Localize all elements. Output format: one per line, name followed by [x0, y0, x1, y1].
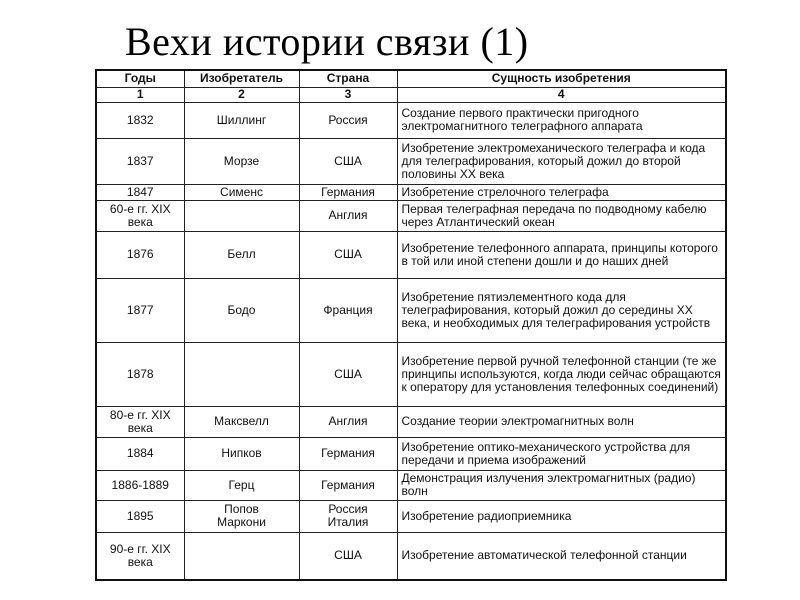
year-cell	[96, 231, 184, 278]
header-row	[96, 70, 726, 87]
table-row	[96, 470, 726, 500]
header-years: Годы	[96, 70, 184, 87]
column-number: 1	[96, 87, 184, 102]
essence-cell: Изобретение пятиэлементного кода для телеграфирования, который дожил до середины XX века, и необходимых для телеграфирования устройств	[397, 278, 726, 342]
inventor-cell	[184, 278, 299, 342]
inventor-text: Бодо	[227, 302, 256, 317]
header-essence: Сущность изобретения	[397, 70, 726, 87]
country-cell	[299, 532, 397, 580]
country-text: США	[334, 548, 362, 563]
essence-cell: Изобретение радиоприемника	[397, 500, 726, 532]
country-text: Англия	[328, 208, 368, 222]
year-text: 1895	[126, 508, 154, 523]
country-text: Россия	[328, 112, 368, 127]
inventor-text: Нипков	[221, 446, 262, 460]
essence-cell: Демонстрация излучения электромагнитных (радио) волн	[397, 470, 726, 500]
table-row	[96, 200, 726, 231]
year-cell	[96, 470, 184, 500]
year-cell	[96, 138, 184, 184]
year-text: 1877	[126, 302, 154, 317]
column-number: 4	[397, 87, 726, 102]
year-text: 1876	[126, 247, 154, 261]
country-cell	[299, 406, 397, 437]
country-cell	[299, 200, 397, 231]
year-text: 1847	[126, 184, 154, 199]
inventor-text: Морзе	[223, 153, 260, 168]
country-text: Германия	[321, 184, 375, 199]
country-text: Германия	[321, 446, 375, 460]
year-text: 90-е гг. XIX века	[109, 541, 171, 569]
inventor-cell	[184, 470, 299, 500]
inventor-text: Максвелл	[214, 414, 269, 428]
country-cell	[299, 102, 397, 138]
header-inventor: Изобретатель	[184, 70, 299, 87]
table-row	[96, 278, 726, 342]
year-text: 80-е гг. XIX века	[109, 407, 171, 435]
table-row	[96, 532, 726, 580]
column-number-row	[96, 87, 726, 102]
table-row	[96, 138, 726, 184]
table-row	[96, 102, 726, 138]
country-text: Италия	[327, 515, 369, 529]
year-cell	[96, 532, 184, 580]
country-text: Россия	[328, 502, 368, 516]
inventor-text: Шиллинг	[216, 112, 267, 127]
essence-cell: Изобретение первой ручной телефонной станции (те же принципы используются, когда люди сейчас обращаются к оператору для установления телефонных соединений)	[397, 342, 726, 406]
country-cell	[299, 470, 397, 500]
column-number: 2	[184, 87, 299, 102]
inventor-cell	[184, 437, 299, 470]
inventor-cell	[184, 138, 299, 184]
essence-cell: Изобретение электромеханического телеграфа и кода для телеграфирования, который дожил до второй половины XX века	[397, 138, 726, 184]
essence-cell: Создание первого практически пригодного электромагнитного телеграфного аппарата	[397, 102, 726, 138]
year-cell	[96, 102, 184, 138]
year-cell	[96, 184, 184, 200]
table-row	[96, 437, 726, 470]
inventor-text: Попов	[224, 502, 259, 516]
year-text: 1886-1889	[111, 477, 169, 492]
essence-cell: Создание теории электромагнитных волн	[397, 406, 726, 437]
table-row	[96, 184, 726, 200]
country-text: США	[334, 153, 362, 168]
country-cell	[299, 278, 397, 342]
country-cell	[299, 184, 397, 200]
year-cell	[96, 406, 184, 437]
country-cell	[299, 342, 397, 406]
inventor-cell	[184, 200, 299, 231]
inventor-text: Герц	[228, 477, 255, 492]
inventor-cell	[184, 231, 299, 278]
country-text: Германия	[321, 477, 375, 492]
inventor-cell	[184, 532, 299, 580]
country-text: США	[334, 247, 362, 261]
table-row	[96, 231, 726, 278]
essence-cell: Изобретение телефонного аппарата, принципы которого в той или иной степени дошли и до наших дней	[397, 231, 726, 278]
country-cell	[299, 500, 397, 532]
country-text: Франция	[323, 302, 373, 317]
country-cell	[299, 231, 397, 278]
milestones-table	[95, 69, 727, 581]
year-cell	[96, 500, 184, 532]
inventor-text: Сименс	[220, 184, 263, 199]
year-text: 1837	[126, 153, 154, 168]
table-row	[96, 500, 726, 532]
table-row	[96, 406, 726, 437]
year-text: 1884	[126, 446, 154, 460]
year-text: 60-е гг. XIX века	[109, 201, 171, 229]
header-country: Страна	[299, 70, 397, 87]
year-cell	[96, 200, 184, 231]
essence-cell: Изобретение оптико-механического устройства для передачи и приема изображений	[397, 437, 726, 470]
year-text: 1878	[126, 366, 154, 381]
table-row	[96, 342, 726, 406]
inventor-cell	[184, 500, 299, 532]
inventor-cell	[184, 184, 299, 200]
essence-cell: Изобретение автоматической телефонной станции	[397, 532, 726, 580]
year-text: 1832	[126, 112, 154, 127]
country-text: США	[334, 366, 362, 381]
year-cell	[96, 342, 184, 406]
inventor-text: Белл	[227, 247, 256, 261]
slide-title: Вехи истории связи (1)	[125, 19, 529, 64]
country-text: Англия	[328, 414, 368, 428]
year-cell	[96, 437, 184, 470]
inventor-text: Маркони	[217, 515, 266, 529]
country-cell	[299, 437, 397, 470]
inventor-cell	[184, 406, 299, 437]
essence-cell: Первая телеграфная передача по подводному кабелю через Атлантический океан	[397, 200, 726, 231]
inventor-cell	[184, 342, 299, 406]
essence-cell: Изобретение стрелочного телеграфа	[397, 184, 726, 200]
column-number: 3	[299, 87, 397, 102]
inventor-cell	[184, 102, 299, 138]
year-cell	[96, 278, 184, 342]
country-cell	[299, 138, 397, 184]
